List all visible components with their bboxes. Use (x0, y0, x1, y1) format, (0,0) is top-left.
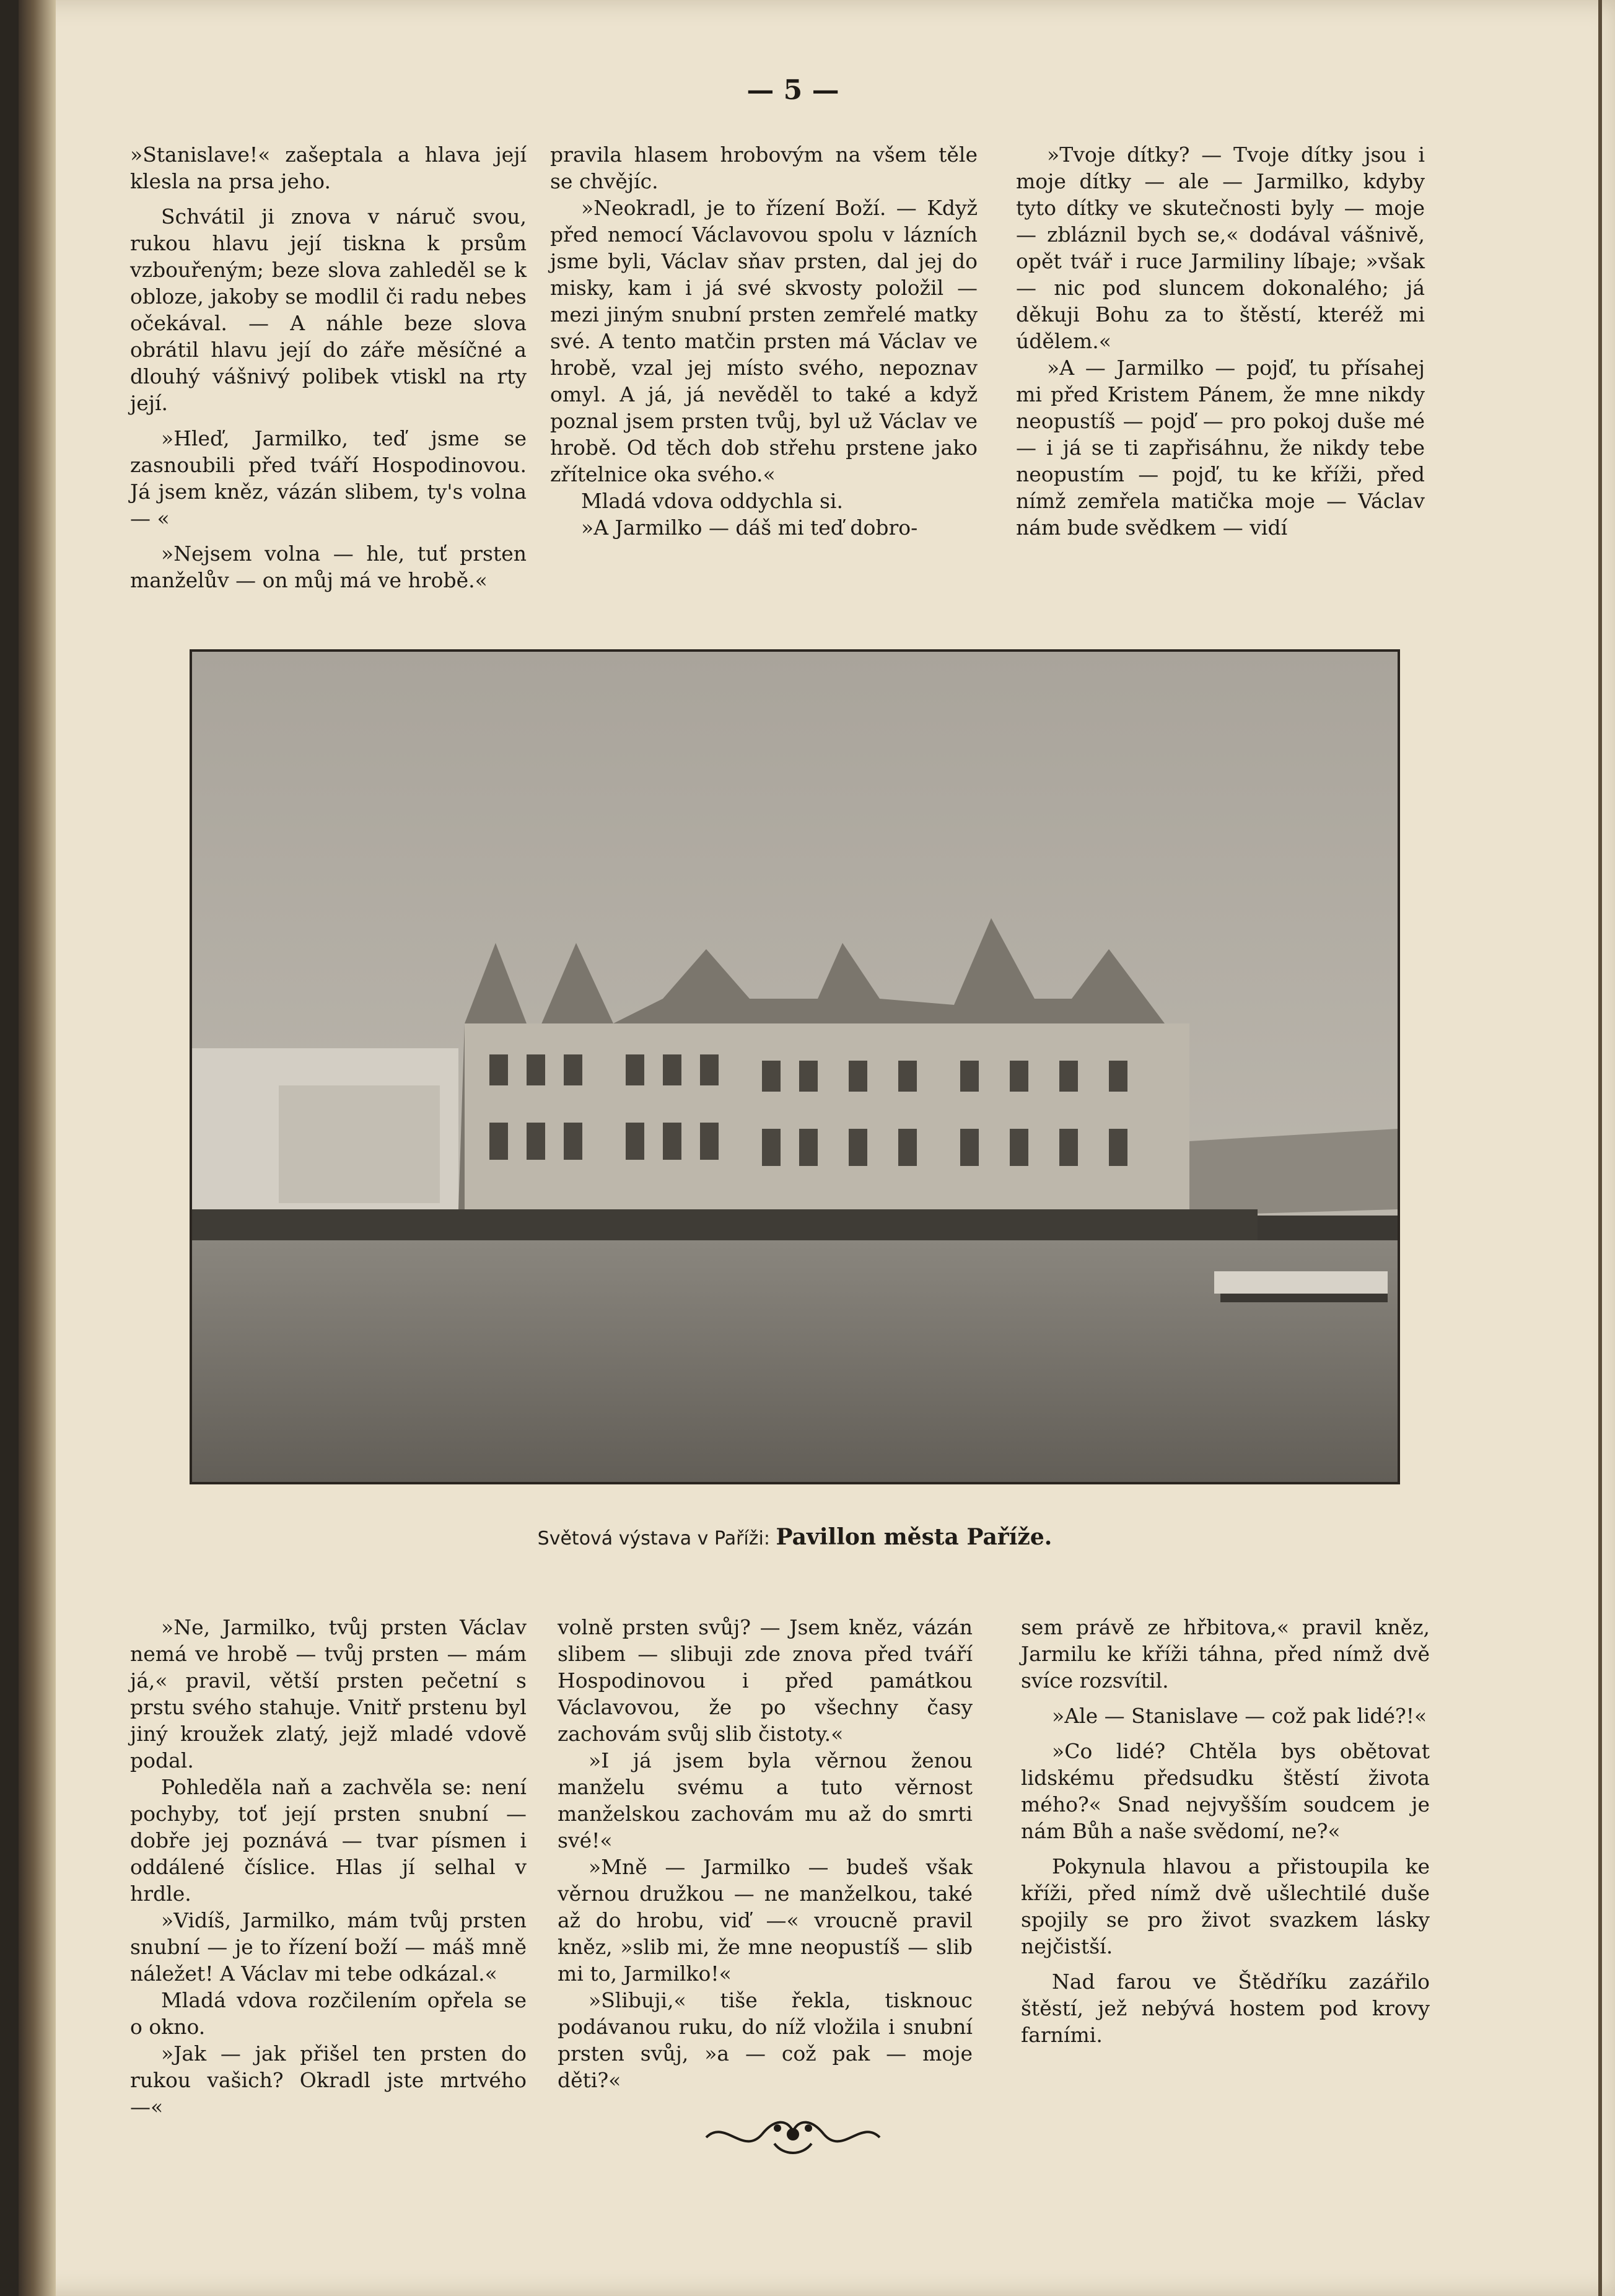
paragraph: »A Jarmilko — dáš mi teď dobro- (581, 515, 918, 540)
bottom-column-3 (1021, 1614, 1430, 2057)
ornament-flourish-icon (700, 2106, 886, 2162)
quay-wall (192, 1209, 1258, 1240)
paragraph: sem právě ze hřbitova,« pravil kněz, Jarmilu ke kříži táhna, před nímž dvě svíce rozsvítil. (1021, 1615, 1430, 1693)
paragraph: »Tvoje dítky? — Tvoje dítky jsou i moje dítky — ale — Jarmilko, kdyby tyto dítky ve skutečnosti byly — moje — zbláznil bych se,« dodával vášnivě, opět tvář i ruce Jarmiliny líbaje; »však — nic pod sluncem dokonalého; já děkuji Bohu za to štěstí, kteréž mi údělem.« (1016, 142, 1425, 353)
paragraph: Pohleděla naň a zachvěla se: není pochyby, toť její prsten snubní — dobře jej poznává — tvar písmen i oddálené číslice. Hlas jí selhal v hrdle. (130, 1775, 527, 1906)
paragraph: Nad farou ve Štědříku zazářilo štěstí, jež nebývá hostem pod krovy farními. (1021, 1970, 1430, 2047)
caption-title: Pavillon města Paříže. (776, 1524, 1053, 1550)
paragraph: »Nejsem volna — hle, tuť prsten manželův — on můj má ve hrobě.« (130, 541, 527, 592)
paragraph: »Ne, Jarmilko, tvůj prsten Václav nemá ve hrobě — tvůj prsten — mám já,« pravil, větší prsten pečetní s prstu svého stahuje. Vnitř prstenu byl jiný kroužek zlatý, jejž mladé vdově podal. (130, 1615, 527, 1772)
photo-caption (190, 1524, 1400, 1550)
bridge (1258, 1216, 1398, 1240)
paragraph: volně prsten svůj? — Jsem kněz, vázán slibem — slibuji zde znova před tváří Hospodinovou i před památkou Václavovou, že po všechny časy zachovám svůj slib čistoty.« (558, 1615, 973, 1746)
top-column-3 (1016, 141, 1425, 541)
paragraph: »Jak — jak přišel ten prsten do rukou vašich? Okradl jste mrtvého —« (130, 2041, 527, 2119)
page-binding (19, 0, 56, 2296)
paragraph: »Ale — Stanislave — což pak lidé?!« (1052, 1704, 1427, 1728)
left-building-block (279, 1085, 440, 1203)
bottom-column-2 (558, 1614, 973, 2093)
bottom-column-1 (130, 1614, 527, 2120)
river-boat-hull (1220, 1294, 1388, 1302)
paragraph: »I já jsem byla věrnou ženou manželu svému a tuto věrnost manželskou zachovám mu až do smrti své!« (558, 1748, 973, 1852)
paragraph: Schvátil ji znova v náruč svou, rukou hlavu její tiskna k prsům vzbouřeným; beze slova zahleděl se k obloze, jakoby se modlil či radu nebes očekával. — A náhle beze slova obrátil hlavu její do záře měsíčné a dlouhý vášnivý polibek vtiskl na rty její. (130, 204, 527, 415)
paragraph: pravila hlasem hrobovým na všem těle se chvějíc. (550, 142, 978, 193)
top-column-1 (130, 141, 527, 602)
paragraph: »Slibuji,« tiše řekla, tisknouc podávanou ruku, do níž vložila i snubní prsten svůj, »a — což pak — moje děti?« (558, 1988, 973, 2092)
paragraph: Mladá vdova rozčilením opřela se o okno. (130, 1988, 527, 2039)
caption-prefix: Světová výstava v Paříži: (537, 1528, 770, 1549)
pavilion-facade (465, 1023, 1189, 1216)
paragraph: »Stanislave!« zašeptala a hlava její klesla na prsa jeho. (130, 142, 527, 193)
paragraph: Mladá vdova oddychla si. (581, 489, 843, 513)
paragraph: »Mně — Jarmilko — budeš však věrnou družkou — ne manželkou, také až do hrobu, viď —« vroucně pravil kněz, »slib mi, že mne neopustíš — slib mi to, Jarmilko!« (558, 1855, 973, 1986)
paragraph: »Vidíš, Jarmilko, mám tvůj prsten snubní — je to řízení boží — máš mně náležet! A Václav mi tebe odkázal.« (130, 1908, 527, 1986)
top-column-2 (550, 141, 978, 541)
paragraph: »Co lidé? Chtěla bys obětovat lidskému předsudku štěstí života mého?« Snad nejvyšším soudcem je nám Bůh a naše svědomí, ne?« (1021, 1739, 1430, 1843)
page-number: — 5 — (746, 74, 839, 106)
paragraph: »A — Jarmilko — pojď, tu přísahej mi před Kristem Pánem, že mne nikdy neopustíš — pojď — pro pokoj duše mé — i já se ti zapřisáhnu, že nikdy tebe neopustím — pojď, tu ke kříži, před nímž zemřela matička moje — Václav nám bude svědkem — vidí (1016, 356, 1425, 540)
magazine-page (19, 0, 1615, 2296)
page-edge-rule (1598, 0, 1602, 2296)
paragraph: Pokynula hlavou a přistoupila ke kříži, před nímž dvě ušlechtilé duše spojily se pro život svazkem lásky nejčistší. (1021, 1854, 1430, 1958)
distant-trees (1189, 1129, 1398, 1216)
exhibition-photograph (190, 649, 1400, 1484)
river-boat (1214, 1271, 1388, 1294)
paragraph: »Neokradl, je to řízení Boží. — Když před nemocí Václavovou spolu v lázních jsme byli, Václav sňav prsten, dal jej do misky, kam i já své skvosty položil — mezi jiným snubní prsten zemřelé matky své. A tento matčin prsten má Václav ve hrobě, vzal jej místo svého, nepoznav omyl. A já, já nevěděl to také a když poznal jsem prsten tvůj, byl už Václav ve hrobě. Od těch dob střehu prstene jako zřítelnice oka svého.« (550, 196, 978, 486)
paragraph: »Hleď, Jarmilko, teď jsme se zasnoubili před tváří Hospodinovou. Já jsem kněz, vázán slibem, ty's volna — « (130, 426, 527, 530)
pavilion-illustration (192, 652, 1398, 1482)
